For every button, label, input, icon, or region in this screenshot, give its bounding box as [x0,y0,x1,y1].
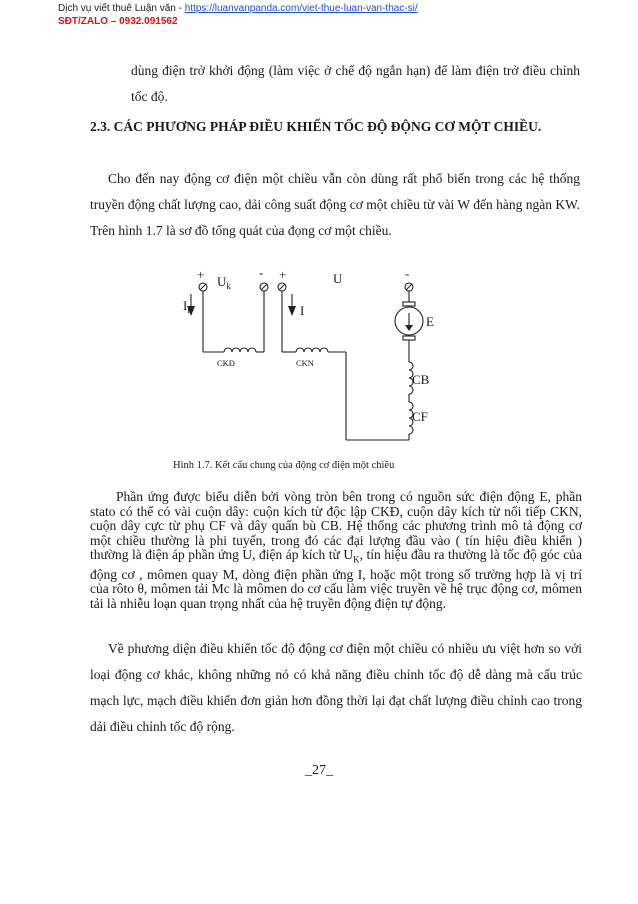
u-label: U [333,271,343,286]
e-label: E [426,314,434,329]
minus-terminal-3: - [405,266,410,281]
paragraph-2-part-1: Phần ứng được biểu diễn bởi vòng tròn bên trong có nguồn sức điện động E, phần stato có thể có vài cuộn dây: cuộn kích từ độc lập CKĐ, cuộn dây kích từ nối tiếp CKN, cuộn dây cực từ phụ CF và dây quấn bù CB. Hệ thống các phương trình mô tả động cơ một chiều thường là phi tuyến, trong đó các đại lượng đầu vào ( tín hiệu điều khiển ) thường là điện áp phần ứng U, điện áp kích từ U [90,489,582,563]
minus-terminal-1: - [259,265,264,280]
ckn-label: CKN [296,358,314,368]
paragraph-2-part-2: , tín hiệu đầu ra thường là tốc độ góc của động cơ , mômen quay M, dòng điện phần ứng I, hoặc một trong số trường hợp là vị trí của rôto θ, mômen tải Mc là mômen do cơ cấu làm việc truyền về hệ trục động cơ, mômen tải là nhiễu loạn quan trọng nhất của hệ truyền động điện tự động. [90,547,582,611]
figure-caption: Hình 1.7. Kết cấu chung của động cơ điện một chiều [173,460,395,471]
section-heading: 2.3. CÁC PHƯƠNG PHÁP ĐIỀU KHIỂN TỐC ĐỘ ĐỘNG CƠ MỘT CHIỀU. [90,119,542,134]
header-service-text: Dịch vụ viết thuê Luận văn - [58,3,185,14]
ckd-label: CKĐ [217,358,235,368]
page-number: _27_ [305,763,333,778]
paragraph-2 [90,490,582,611]
plus-terminal-1: + [197,267,205,282]
paragraph-1: Cho đến nay động cơ điện một chiều vẫn còn dùng rất phổ biến trong các hệ thống truyền động chất lượng cao, dải công suất động cơ một chiều từ vài W đến hàng ngàn KW. Trên hình 1.7 là sơ đồ tổng quát của đọng cơ một chiều. [90,171,580,238]
i-label: I [300,303,305,318]
plus-terminal-2: + [279,267,287,282]
paragraph-2-subscript: K [353,555,360,566]
paragraph-3: Về phương diện điều khiển tốc độ động cơ điện một chiều có nhiều ưu việt hơn so với loại động cơ khác, không những nó có khả năng điều chỉnh tốc độ dễ dàng mà cấu trúc mạch lực, mạch điều khiển đơn giản hơn đồng thời lại đạt chất lượng điều chỉnh cao trong dải điều chỉnh tốc độ rộng. [90,641,582,734]
uk-label: $U_k$ [217,274,231,291]
intro-paragraph: dùng điện trở khởi động (làm việc ở chế độ ngắn hạn) để làm điện trở điều chỉnh tốc độ. [131,63,580,104]
cf-label: CF [412,409,428,424]
header-phone: SĐT/ZALO – 0932.091562 [58,16,178,27]
cb-label: CB [412,372,430,387]
header-link[interactable]: https://luanvanpanda.com/viet-thue-luan-van-thac-si/ [184,3,418,14]
ik-label: $I_k$ [183,298,192,315]
